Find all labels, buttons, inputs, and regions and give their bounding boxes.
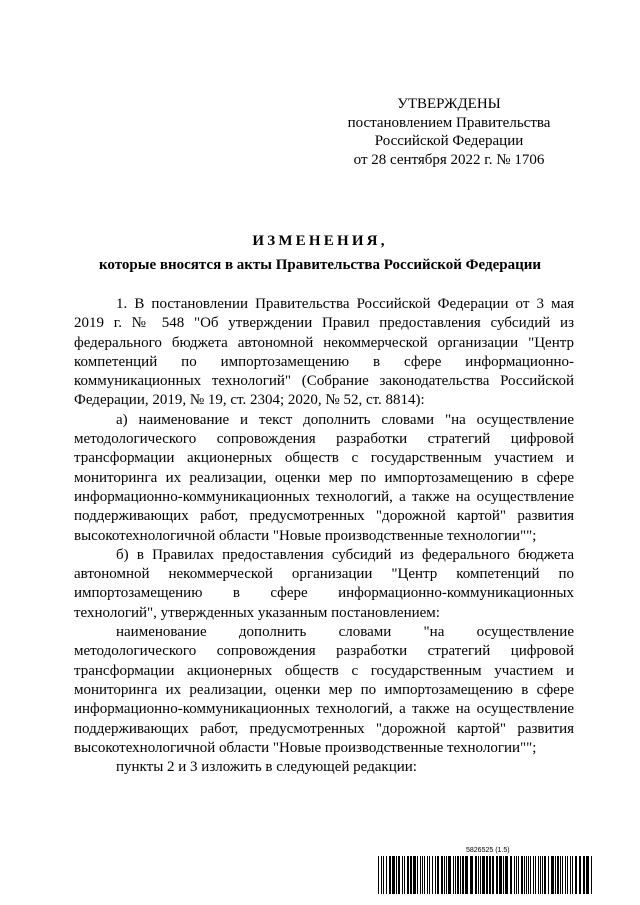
barcode-bar [446,856,447,894]
barcode-bar [583,856,585,894]
barcode-bar [518,856,519,894]
barcode-bar [392,856,395,894]
barcode-bar [533,856,534,894]
barcode-bar [538,856,539,894]
barcode-bar [404,856,405,894]
barcode-number: 5826525 (1.5) [466,847,510,854]
barcode-bar [432,856,433,894]
barcode-bar [528,856,529,894]
paragraph-1: 1. В постановлении Правительства Российской Федерации от 3 мая 2019 г. № 548 "Об утверждении Правил предоставления субсидий из федерального бюджета автономной некоммерческой организации "Центр компетенций по импортозамещению в сфере информационно-коммуникационных технологий" (Собрание законодательства Российской Федерации, 2019, № 19, ст. 2304; 2020, № 52, ст. 8814): [74,296,574,409]
barcode-bar [530,856,531,894]
barcode-bar [429,856,430,894]
barcode-bar [475,856,477,894]
document-body [74,295,574,777]
barcode-bar [389,856,391,894]
barcode-bar [562,856,563,894]
barcode-bar [480,856,481,894]
barcode-bar [496,856,498,894]
barcode-bar [551,856,554,894]
barcode-bar [448,856,451,894]
barcode-bar [505,856,508,894]
barcode [378,847,594,895]
barcode-bar [407,856,409,894]
barcode-bar [378,856,379,894]
barcode-bar [383,856,384,894]
barcode-bar [535,856,536,894]
barcode-bar [560,856,561,894]
barcode-bar [424,856,425,894]
barcode-bar [486,856,488,894]
barcode-bar [453,856,454,894]
paragraph-a: а) наименование и текст дополнить словами "на осуществление методологического сопровождения разработки стратегий цифровой трансформации акционерных обществ с государственным участием и мониторинга их реализации, оценки мер по импортозамещению в сфере информационно-коммуникационных технологий, а также на осуществление поддерживающих работ, предусмотренных "дорожной картой" развития высокотехнологичной области "Новые производственные технологии""; [74,411,574,544]
barcode-bar [516,856,517,894]
barcode-bar [455,856,456,894]
barcode-bar [396,856,397,894]
barcode-bar [557,856,559,894]
barcode-bar [570,856,571,894]
barcode-bar [417,856,418,894]
barcode-bar [413,856,416,894]
barcode-bar [441,856,443,894]
barcode-bar [510,856,512,894]
barcode-bar [444,856,445,894]
barcode-bar [460,856,461,894]
barcode-bar [410,856,412,894]
approval-stamp [330,95,568,169]
barcode-bar [514,856,515,894]
barcode-bar [499,856,502,894]
paragraph-b: б) в Правилах предоставления субсидий из федерального бюджета автономной некоммерческой организации "Центр компетенций по импортозамещению в сфере информационно-коммуникационных технологий", утвержденных указанным постановлением: [74,546,574,621]
barcode-bar [386,856,387,894]
barcode-bar [420,856,421,894]
document-title: ИЗМЕНЕНИЯ, [252,233,388,249]
barcode-bar [565,856,566,894]
barcode-bar [422,856,423,894]
barcode-bar [586,856,589,894]
approval-line-2: Российской Федерации [374,133,524,149]
barcode-bar [465,856,468,894]
barcode-bar [462,856,464,894]
barcode-bar [526,856,527,894]
barcode-bar [398,856,400,894]
barcode-bar [544,856,546,894]
barcode-bar [579,856,581,894]
barcode-bar [524,856,525,894]
barcode-bar [548,856,549,894]
barcode-bar [478,856,479,894]
approval-heading: УТВЕРЖДЕНЫ [397,96,501,112]
approval-line-1: постановлением Правительства [347,114,551,131]
paragraph-naming: наименование дополнить словами "на осуществление методологического сопровождения разработки стратегий цифровой трансформации акционерных обществ с государственным участием и мониторинга их реализации, оценки мер по импортозамещению в сфере информационно-коммуникационных технологий, а также на осуществление поддерживающих работ, предусмотренных "дорожной картой" развития высокотехнологичной области "Новые производственные технологии""; [74,624,574,756]
barcode-bar [575,856,577,894]
barcode-bar [427,856,428,894]
barcode-bar [591,856,592,894]
barcode-bar [572,856,573,894]
barcode-bar [457,856,459,894]
barcode-bar [503,856,504,894]
barcode-bar [470,856,473,894]
approval-line-3: от 28 сентября 2022 г. № 1706 [353,151,545,168]
barcode-bar [437,856,439,894]
barcode-bar [555,856,556,894]
barcode-bar [482,856,485,894]
barcode-bar [435,856,436,894]
barcode-graphic [378,856,594,894]
barcode-bar [492,856,494,894]
barcode-bar [402,856,403,894]
barcode-bar [489,856,491,894]
paragraph-points: пункты 2 и 3 изложить в следующей редакции: [116,759,417,776]
barcode-bar [540,856,541,894]
barcode-bar [542,856,543,894]
barcode-bar [521,856,523,894]
barcode-bar [567,856,568,894]
document-subtitle: которые вносятся в акты Правительства Российской Федерации [98,257,542,273]
barcode-bar [381,856,382,894]
